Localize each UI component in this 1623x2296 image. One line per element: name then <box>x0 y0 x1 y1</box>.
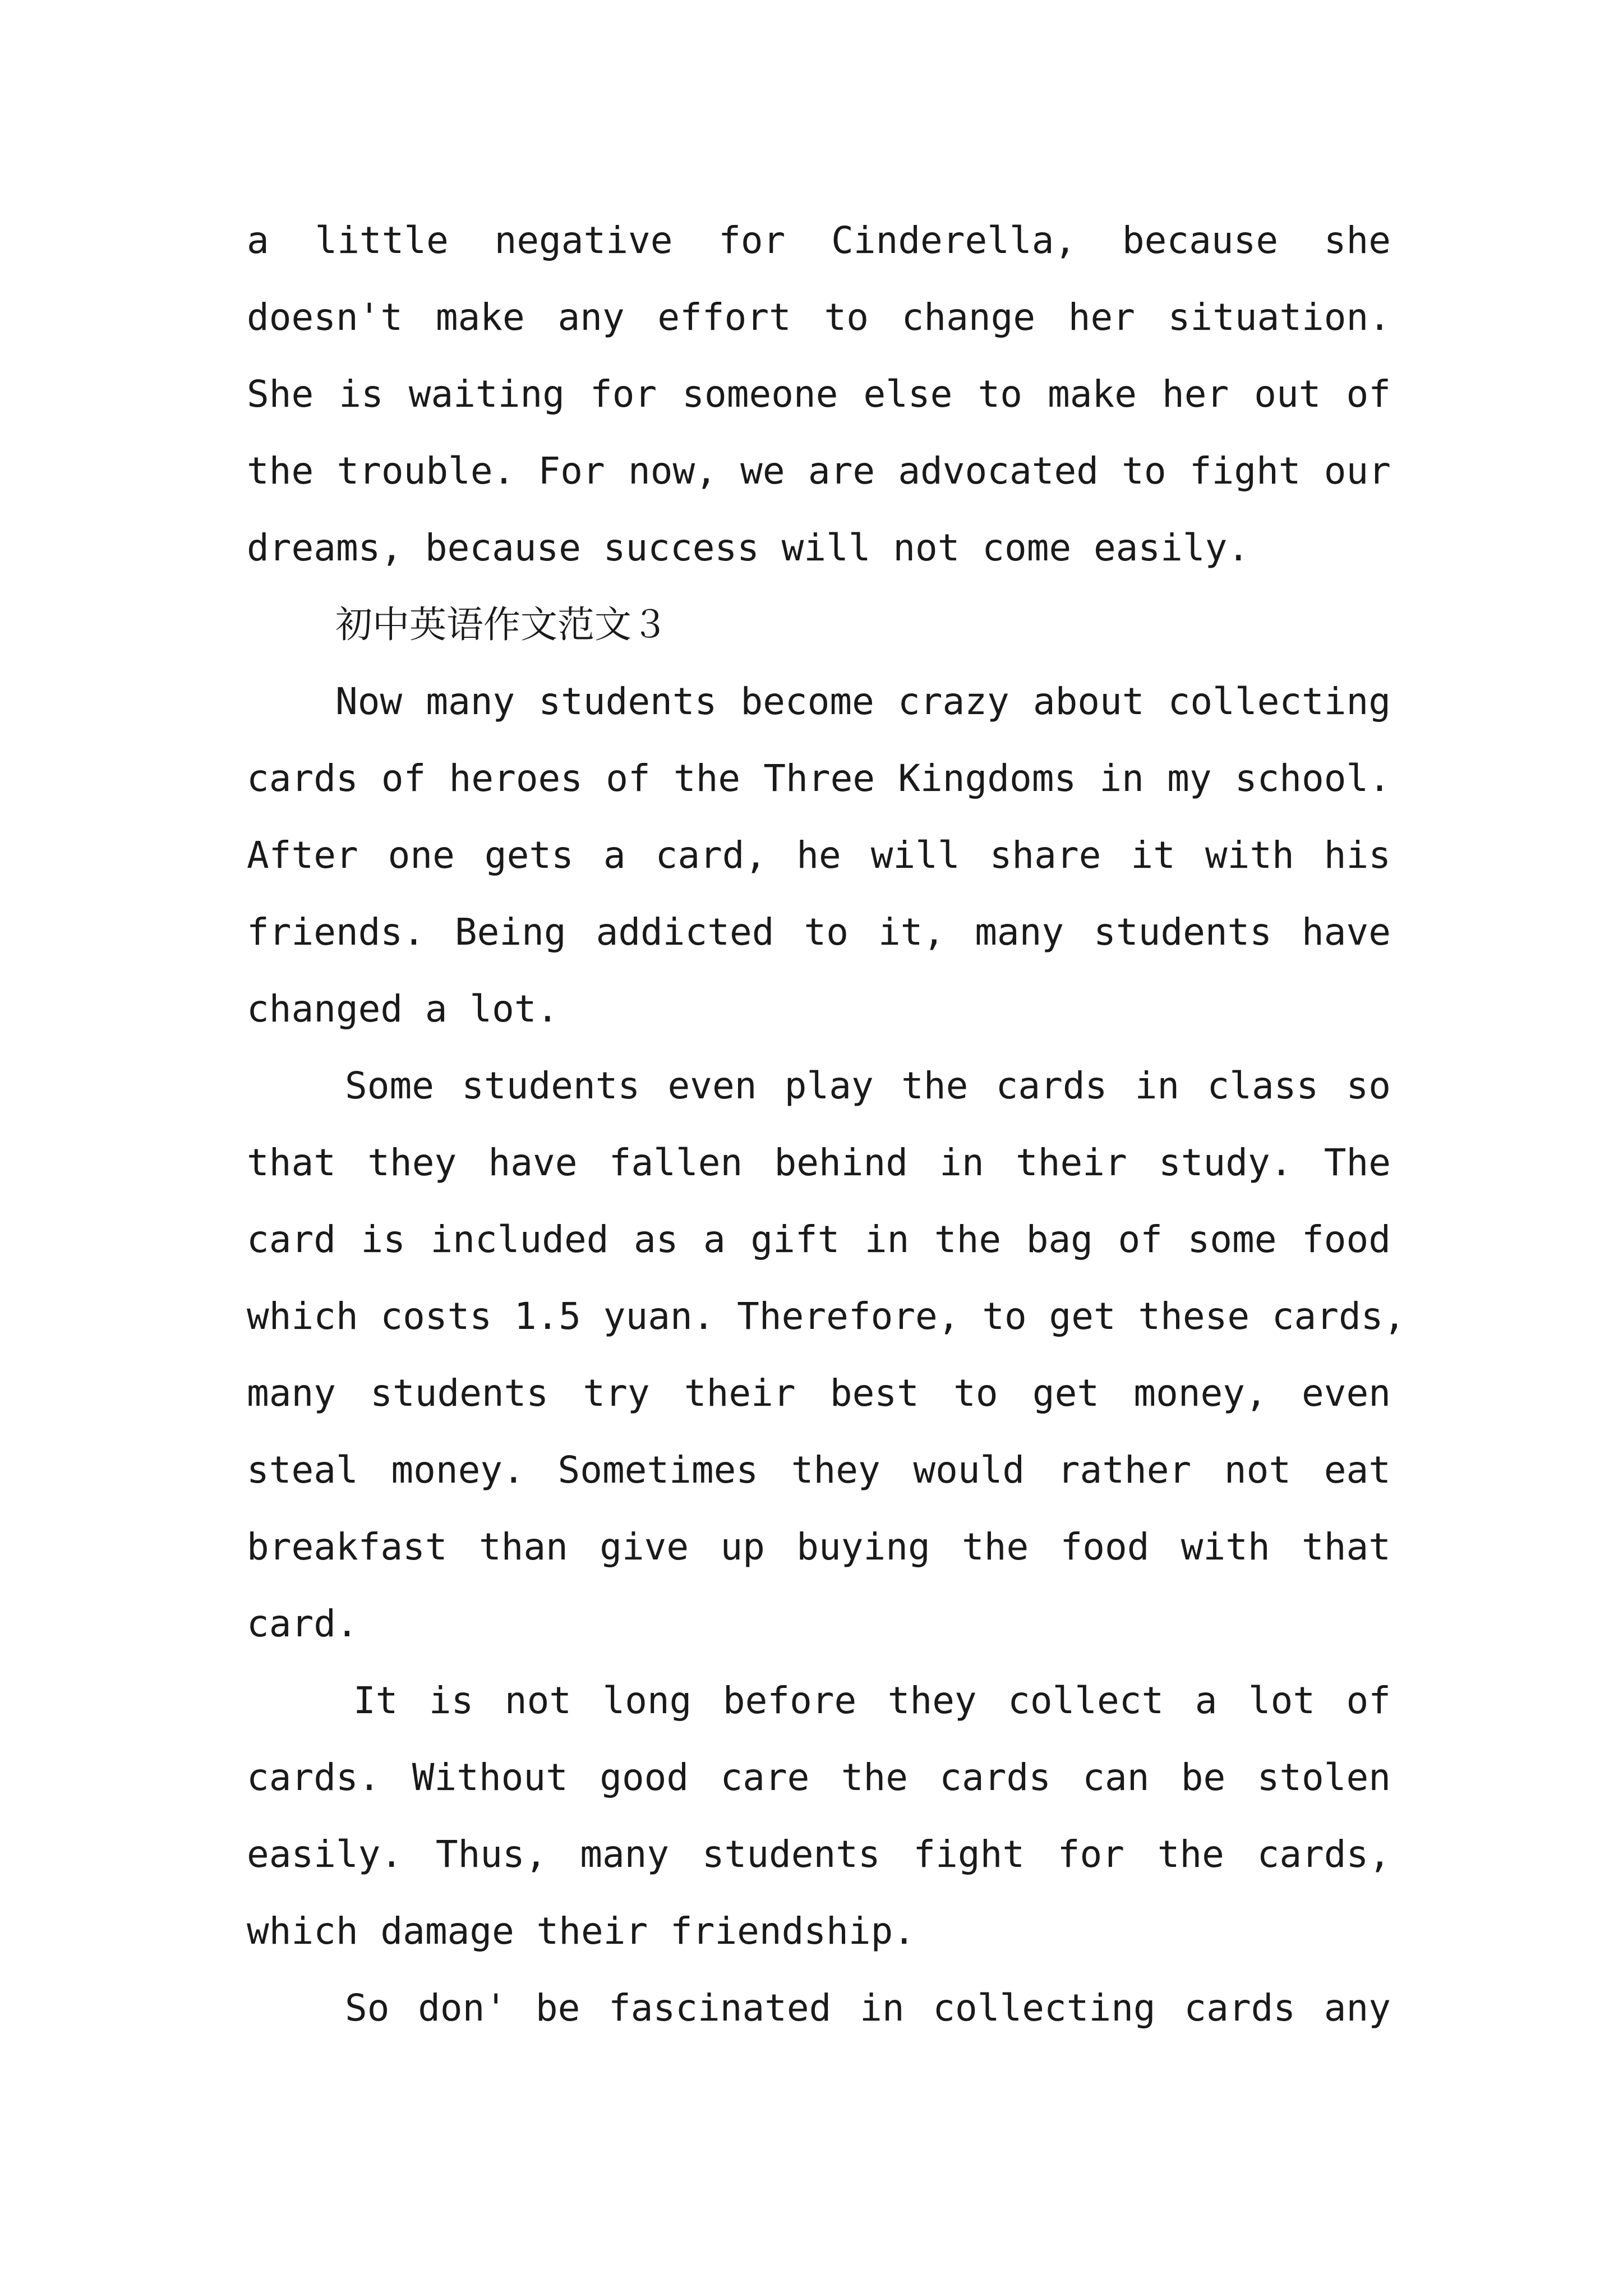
text-line: card. <box>247 1602 358 1645</box>
text-line: card is included as a gift in the bag of some food <box>247 1218 1391 1261</box>
text-line: changed a lot. <box>247 987 559 1030</box>
text-line: It is not long before they collect a lot of <box>353 1679 1391 1722</box>
text-line: cards of heroes of the Three Kingdoms in my school. <box>247 757 1391 800</box>
text-line: steal money. Sometimes they would rather not eat <box>247 1448 1391 1492</box>
text-line: breakfast than give up buying the food with that <box>247 1525 1391 1568</box>
text-line: She is waiting for someone else to make her out of <box>247 372 1391 416</box>
text-line: So don' be fascinated in collecting cards any <box>345 1986 1391 2030</box>
section-heading: 初中英语作文范文３ <box>335 603 668 646</box>
text-line: After one gets a card, he will share it with his <box>247 834 1391 877</box>
text-line: doesn't make any effort to change her situation. <box>247 296 1391 339</box>
text-line: friends. Being addicted to it, many students have <box>247 910 1391 954</box>
text-line: cards. Without good care the cards can be stolen <box>247 1756 1391 1799</box>
text-line: that they have fallen behind in their study. The <box>247 1141 1391 1184</box>
text-line: Now many students become crazy about collecting <box>335 680 1391 723</box>
text-line: dreams, because success will not come easily. <box>247 526 1250 569</box>
text-line: easily. Thus, many students fight for the cards, <box>247 1833 1391 1876</box>
text-line: many students try their best to get money, even <box>247 1372 1391 1415</box>
text-line: Some students even play the cards in class so <box>345 1064 1391 1107</box>
text-line: the trouble. For now, we are advocated to fight our <box>247 449 1391 493</box>
text-line: which damage their friendship. <box>247 1910 916 1953</box>
text-line: which costs 1.5 yuan. Therefore, to get these cards, <box>247 1295 1406 1338</box>
text-line: a little negative for Cinderella, because she <box>247 219 1391 262</box>
document-body <box>247 202 1406 2046</box>
